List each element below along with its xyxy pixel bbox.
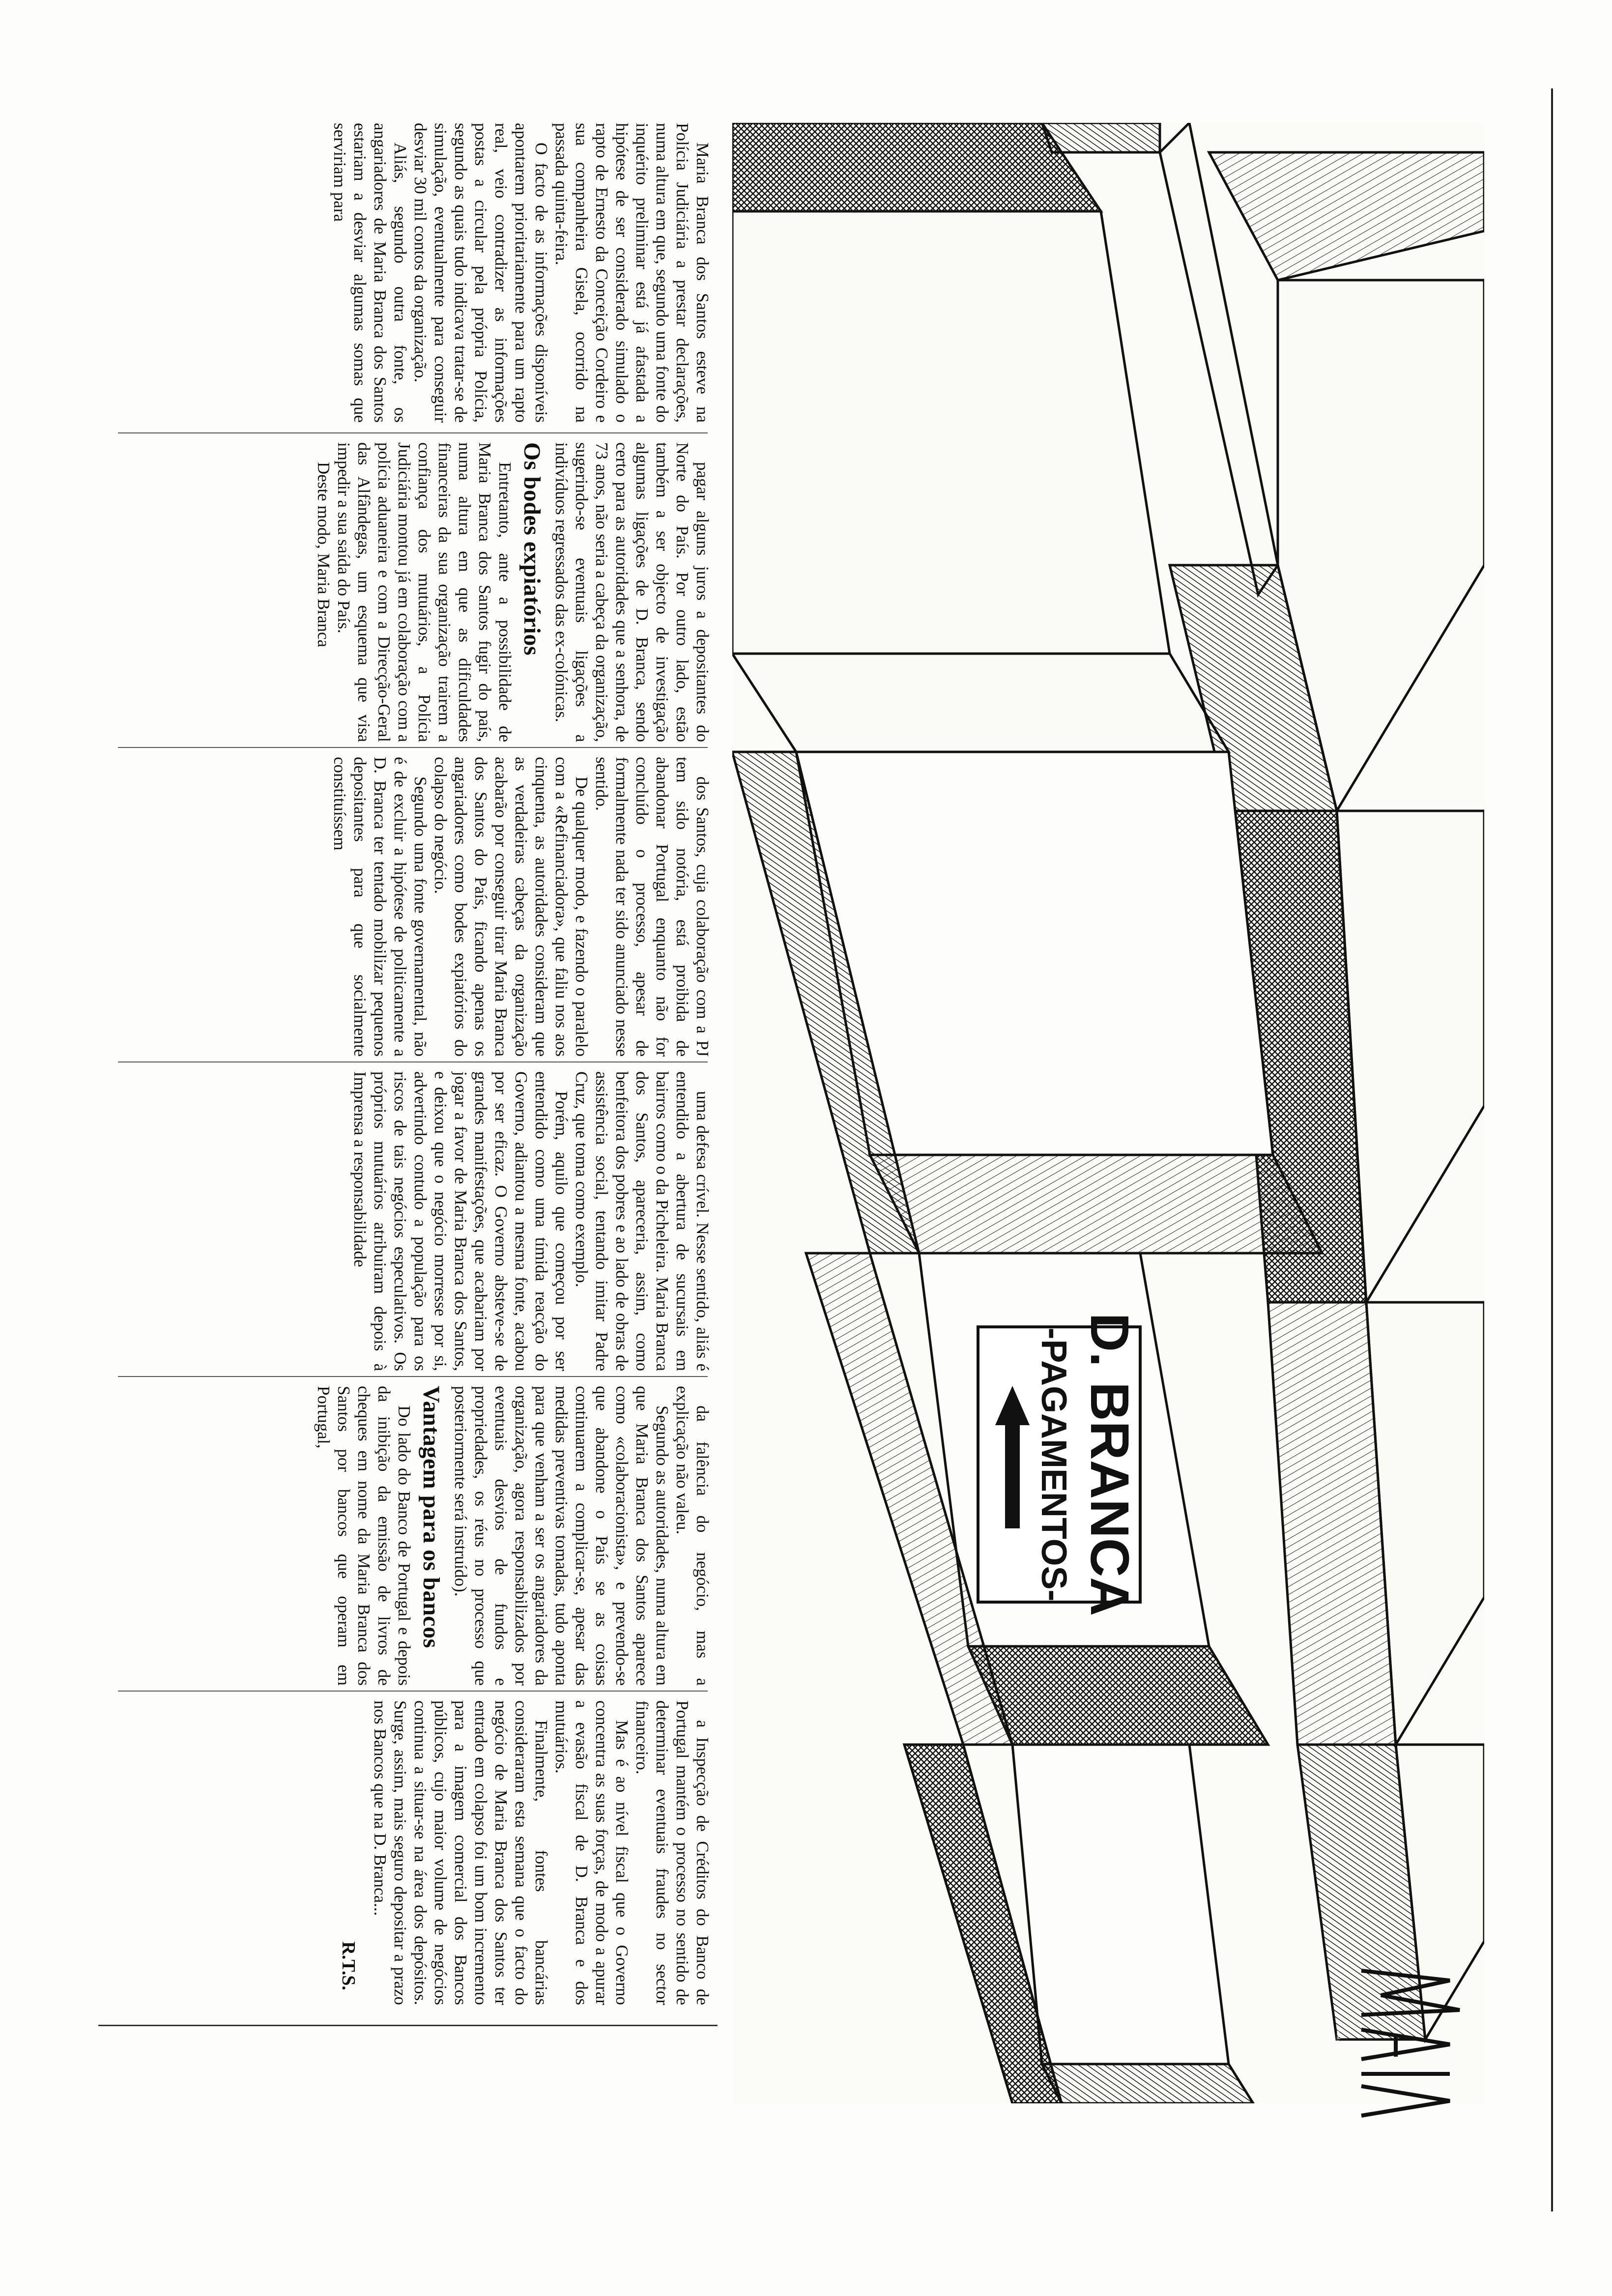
- paragraph: Aliás, segundo outra fonte, os angariadores de Maria Branca dos Santos estariam a desviar algumas somas que serviriam para: [330, 123, 410, 423]
- sign-board: [978, 1313, 1140, 1616]
- signature-text: MAIA 87: [1335, 2030, 1341, 2049]
- artist-signature: [1332, 1961, 1479, 2118]
- paragraph: a Inspecção de Créditos do Banco de Portugal mantém o processo no sentido de determinar eventuais fraudes no sector financeiro.: [633, 1700, 712, 2005]
- paragraph: Deste modo, Maria Branca: [314, 462, 333, 648]
- top-rule: [1551, 88, 1553, 2211]
- paragraph: pagar alguns juros a depositantes do Norte do País. Por outro lado, estão também a ser objecto de investigação algumas ligações de D. Branca, sendo certo para as autoridades que a senhora, de 73 anos, não seria a cabeça da organização, sugerindo-se eventuais ligações a indivíduos regressados das ex-colónicas.: [552, 442, 712, 742]
- column-rule: [118, 1691, 708, 1692]
- sign-subtitle: -PAGAMENTOS-: [1034, 1327, 1073, 1602]
- paragraph: O facto de as informações disponíveis apontarem prioritariamente para um rapto real, veio contradizer as informações postas a circular pela própria Polícia, segundo as quais tudo indicava tratar-se de simulação, eventualmente para conseguir desviar 30 mil contos da organização.: [411, 123, 551, 423]
- column-rule: [118, 747, 708, 748]
- subheading: Os bodes expiatórios: [519, 442, 545, 656]
- cartoon-illustration: [732, 123, 1484, 2103]
- column-rule: [118, 432, 708, 433]
- column-rule: [118, 1376, 708, 1377]
- article-column-5: [108, 1386, 713, 1686]
- paragraph: uma defesa crível. Nesse sentido, aliás é entendido a abertura de sucursais em bairros como o da Picheleira. Maria Branca dos Santos, apareceria, assim, como benfeitora dos pobres e ao lado de obras de assistência social, tentando imitar Padre Cruz, que toma como exemplo.: [572, 1071, 712, 1371]
- article-column-3: [108, 757, 713, 1057]
- paragraph: dos Santos, cuja colaboração com a PJ tem sido notória, está proibida de abandonar Portugal enquanto não for concluído o processo, apesar de formalmente nada ter sido anunciado nesse sentido.: [592, 757, 712, 1057]
- paragraph: Segundo as autoridades, numa altura em que Maria Branca dos Santos aparece como «colaboracionista», e prevendo-se que abandone o País se as coisas continuarem a complicar-se, apesar das medidas preventivas tomadas, tudo aponta para que venham a ser os angariadores da organização, agora responsabilizados por eventuais desvios de fundos e propriedades, os réus no processo que posteriormente será instruído).: [451, 1386, 672, 1686]
- author-initials: R.T.S.: [338, 1941, 359, 1990]
- article-column-4: [108, 1071, 713, 1371]
- paragraph: Porém, aquilo que começou por ser entendido como uma tímida reacção do Governo, adiantou a mesma fonte, acabou por ser eficaz. O Governo absteve-se de grandes manifestações, que acabariam por jogar a favor de Maria Branca dos Santos, e deixou que o negócio morresse por si, advertindo contudo a população para os riscos de tais negócios especulativos. Os próprios mutuários atribuiram depois à Imprensa a responsabilidade: [350, 1071, 571, 1371]
- paragraph: Do lado do Banco de Portugal e depois da inibição da emissão de livros de cheques em nome da Maria Branca dos Santos por bancos que operam em Portugal,: [314, 1386, 414, 1686]
- paragraph: De qualquer modo, e fazendo o paralelo com a «Refinanciadora», que faliu nos aos cinquenta, as autoridades consideram que as verdadeiras cabeças da organização acabarão por conseguir tirar Maria Branca dos Santos do País, ficando apenas os angariadores como bodes expiatórios do colapso do negócio.: [431, 757, 591, 1057]
- maze-drawing: [732, 123, 1484, 2103]
- subheading: Vantagem para os bancos: [418, 1386, 444, 1648]
- article-column-6: [108, 1700, 713, 2005]
- article-column-2: [108, 442, 713, 742]
- paragraph: da falência do negócio, mas a explicação não valeu.: [673, 1386, 712, 1686]
- paragraph: Segundo uma fonte governamental, não é de excluir a hipótese de politicamente a D. Branca ter tentado mobilizar pequenos depositantes para que socialmente constituíssem: [330, 757, 430, 1057]
- paragraph: Entretanto, ante a possibilidade de Maria Branca dos Santos fugir do país, numa altura em que as dificuldades financeiras da sua organização trairem a confiança dos mutuários, a Polícia Judiciária montou já em colaboração com a polícia aduaneira e com a Direcção-Geral das Alfândegas, um esquema que visa impedir a sua saída do País.: [334, 442, 515, 742]
- right-edge-rule: [98, 2025, 718, 2026]
- paragraph: Finalmente, fontes bancárias consideraram esta semana que o facto do negócio de Maria Branca dos Santos ter entrado em colapso foi um bom incremento para a imagem comercial dos Bancos públicos, cujo maior volume de negócios continua a situar-se na área dos depósitos. Surge, assim, mais seguro depositar a prazo nos Bancos que na D. Branca...: [371, 1700, 551, 2005]
- sign-title: D. BRANCA: [1079, 1313, 1140, 1616]
- paragraph: Mas é ao nível fiscal que o Governo concentra as suas forças, de modo a apurar a evasão fiscal de D. Branca e dos mutuários.: [552, 1700, 632, 2005]
- article-column-1: [108, 123, 713, 423]
- paragraph: Maria Branca dos Santos esteve na Polícia Judiciária a prestar declarações, numa altura em que, segundo uma fonte do inquérito preliminar está já afastada a hipótese de ser considerado simulado o rapto de Ernesto da Conceição Cordeiro e sua companheira Gisela, ocorrido na passada quinta-feira.: [552, 123, 712, 423]
